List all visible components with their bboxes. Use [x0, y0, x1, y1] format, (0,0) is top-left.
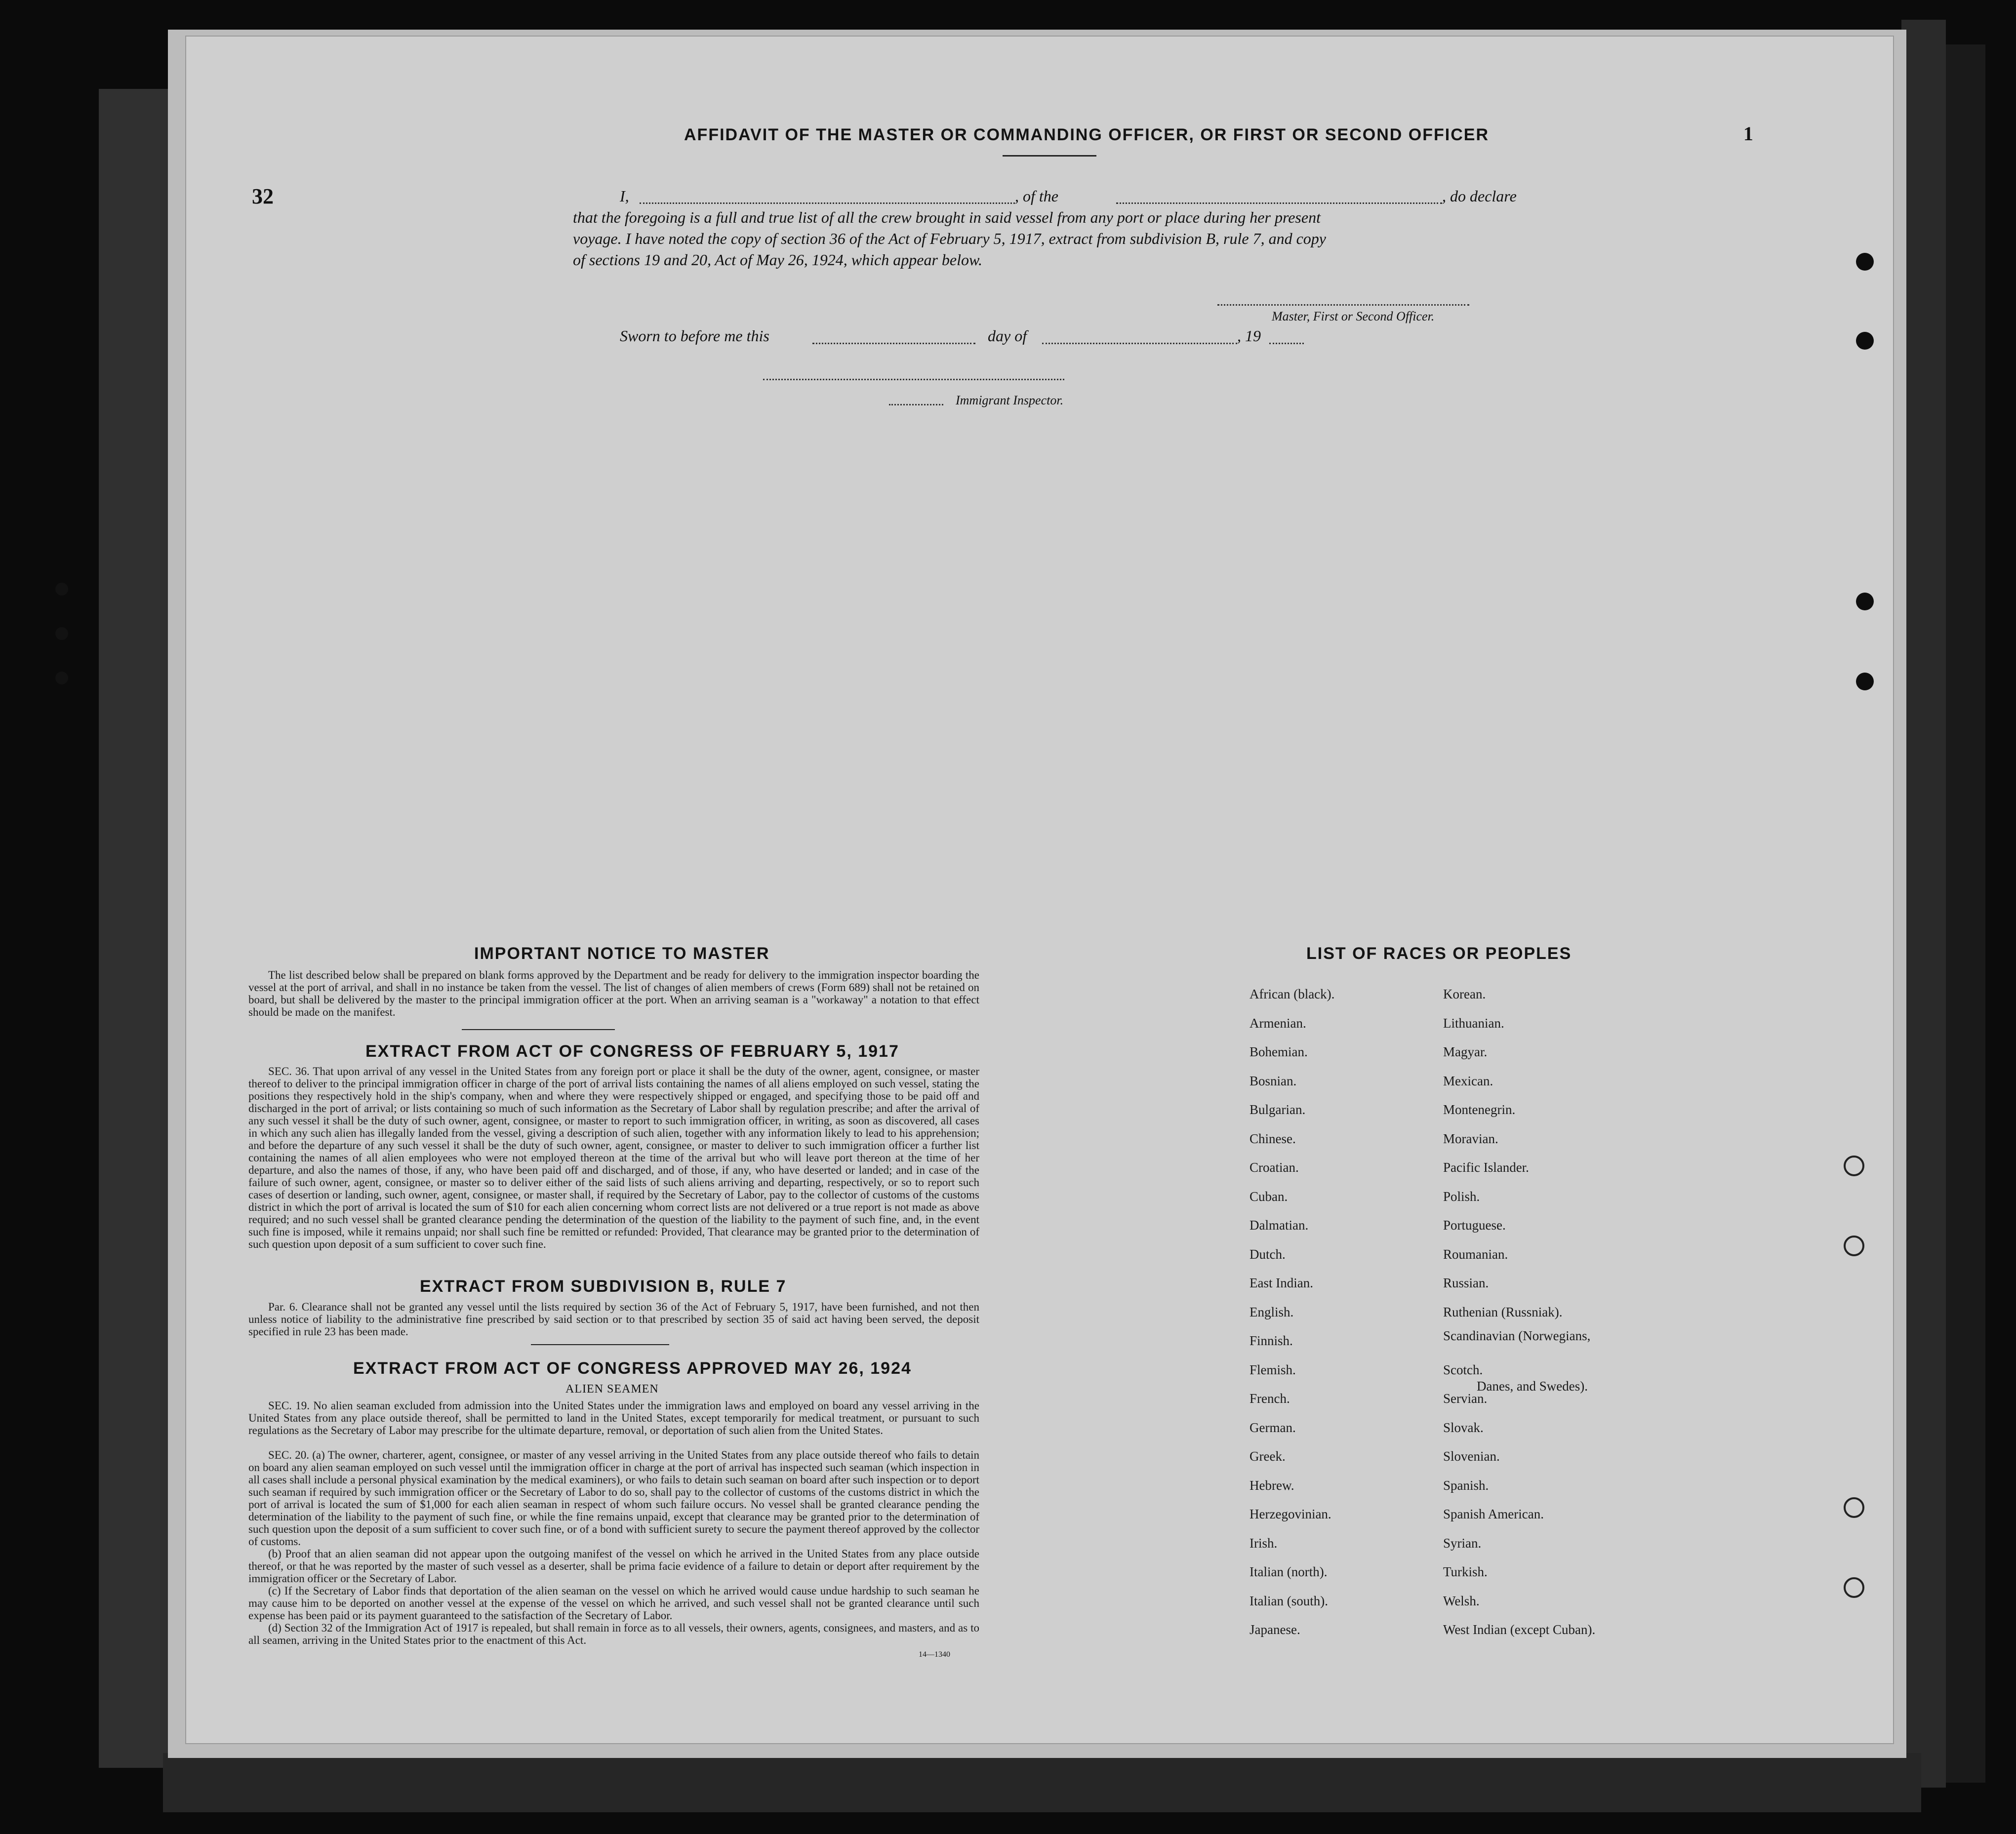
race-item-continued: Danes, and Swedes). — [1477, 1379, 1588, 1394]
race-item: Montenegrin. — [1443, 1102, 1516, 1117]
notice-title: IMPORTANT NOTICE TO MASTER — [474, 944, 770, 963]
sec-20b-body: (b) Proof that an alien seaman did not appear upon the outgoing manifest of the vessel on which he arrived in the United States from any place outside thereof, or that he was reported by the master of such vessel as a deserter, shall be prima facie evidence of a failure to detain or deport after requirement by the immigration officer or the Secretary of Labor. — [248, 1548, 979, 1585]
reinforced-hole-icon — [1844, 1577, 1864, 1598]
race-item: Flemish. — [1250, 1362, 1296, 1377]
master-signature-line — [1217, 304, 1469, 306]
sworn-month-line — [1042, 343, 1237, 344]
reinforced-hole-icon — [1844, 1497, 1864, 1518]
race-item: Pacific Islander. — [1443, 1160, 1529, 1175]
race-item: Armenian. — [1250, 1015, 1306, 1031]
race-item: Spanish. — [1443, 1477, 1489, 1493]
race-item: Polish. — [1443, 1189, 1480, 1204]
race-item: Dalmatian. — [1250, 1218, 1309, 1233]
extract-1917-title: EXTRACT FROM ACT OF CONGRESS OF FEBRUARY 5, 1917 — [365, 1042, 899, 1061]
races-column-1 — [1250, 980, 1334, 1644]
punch-hole-icon — [1856, 332, 1874, 350]
year-blank-line — [1269, 343, 1304, 344]
form-number: 14—1340 — [919, 1650, 950, 1659]
race-item: Scandinavian (Norwegians, — [1443, 1328, 1591, 1343]
reinforced-hole-icon — [1844, 1236, 1864, 1256]
race-item: Russian. — [1443, 1276, 1489, 1290]
sec-20a-body: SEC. 20. (a) The owner, charterer, agent, consignee, or master of any vessel arriving in the United States from any place outside thereof who fails to detain on board any alien seaman employed on such vessel until the immigration officer in charge at the port of arrival has inspected such seaman (which inspection in all cases shall include a personal physical examination by the medical examiners), or who fails to detain such seaman on board after such inspection or to deport such seaman if required by such immigration officer or the Secretary of Labor to do so, shall pay to the collector of customs of the customs district in which the port of arrival is located the sum of $1,000 for each alien seaman in respect of whom such failure occurs. No vessel shall be granted clearance pending the determination of the liability to the payment of such fine, or while the fine remains unpaid, except that clearance may be granted prior to the determination of such question upon the deposit of a sum sufficient to cover such fine, or of a bond with sufficient surety to secure the payment thereof approved by the collector of customs. — [248, 1449, 979, 1548]
race-item: Syrian. — [1443, 1535, 1482, 1551]
extract-rule7-body: Par. 6. Clearance shall not be granted any vessel until the lists required by section 36 of the Act of February 5, 1917, have been furnished, and not then unless notice of liability to the administrative fine prescribed by said section or to that prescribed by section 35 of said act having been served, the deposit specified in rule 23 has been made. — [248, 1301, 979, 1338]
sworn-text: Sworn to before me this — [620, 327, 769, 345]
race-item: Irish. — [1250, 1535, 1278, 1551]
race-item: Slovak. — [1443, 1420, 1484, 1435]
race-item: Cuban. — [1250, 1189, 1288, 1204]
sworn-day-line — [812, 343, 975, 344]
affidavit-of-the: , of the — [1015, 187, 1058, 205]
alien-seamen-subtitle: ALIEN SEAMEN — [565, 1383, 659, 1395]
binder-edge-far-right — [1946, 44, 1985, 1783]
race-item: Roumanian. — [1443, 1246, 1508, 1262]
page-number: 1 — [1743, 122, 1753, 145]
punch-hole-icon — [1856, 253, 1874, 271]
race-item: Moravian. — [1443, 1131, 1498, 1146]
race-item: West Indian (except Cuban). — [1443, 1622, 1596, 1637]
extract-1924-title: EXTRACT FROM ACT OF CONGRESS APPROVED MAY 26, 1924 — [353, 1359, 912, 1378]
binder-hole-icon — [55, 583, 68, 596]
punch-hole-icon — [1856, 593, 1874, 610]
race-item: African (black). — [1250, 987, 1335, 1001]
day-of-text: day of — [988, 327, 1027, 345]
rule7-divider — [531, 1344, 669, 1345]
race-item: Ruthenian (Russniak). — [1443, 1304, 1563, 1319]
affidavit-line-4: of sections 19 and 20, Act of May 26, 1924, which appear below. — [573, 251, 982, 269]
notice-divider — [462, 1029, 615, 1030]
vessel-blank-line — [1116, 202, 1442, 204]
race-item: English. — [1250, 1304, 1294, 1319]
race-item: Greek. — [1250, 1449, 1286, 1464]
binder-edge-bottom — [163, 1753, 1921, 1812]
races-title: LIST OF RACES OR PEOPLES — [1306, 944, 1572, 963]
sec-20d-body: (d) Section 32 of the Immigration Act of 1917 is repealed, but shall remain in force as to all vessels, their owners, agents, consignees, and masters, and as to all seamen, arriving in the United States prior to the enactment of this Act. — [248, 1622, 979, 1646]
race-item: Italian (north). — [1250, 1564, 1328, 1579]
race-item: Finnish. — [1250, 1333, 1293, 1348]
race-item: Mexican. — [1443, 1073, 1493, 1088]
year-prefix: , 19 — [1237, 327, 1261, 345]
margin-number: 32 — [252, 184, 274, 208]
race-item: Chinese. — [1250, 1131, 1296, 1146]
name-blank-line — [640, 202, 1015, 204]
race-item: Dutch. — [1250, 1246, 1286, 1262]
race-item: Scotch. — [1443, 1362, 1483, 1377]
races-column-2 — [1443, 980, 1595, 1644]
inspector-short-line — [889, 404, 943, 405]
race-item: Servian. — [1443, 1391, 1488, 1406]
affidavit-declare: , do declare — [1442, 187, 1517, 205]
race-item: Croatian. — [1250, 1160, 1299, 1175]
affidavit-line-3: voyage. I have noted the copy of section 36 of the Act of February 5, 1917, extract from subdivision B, rule 7, and copy — [573, 230, 1326, 247]
title-underline — [1003, 155, 1096, 157]
race-item: Slovenian. — [1443, 1449, 1500, 1464]
race-item: Portuguese. — [1443, 1218, 1506, 1233]
race-item: Magyar. — [1443, 1044, 1488, 1059]
race-item: Korean. — [1443, 987, 1486, 1001]
document-page — [185, 36, 1894, 1744]
binder-edge-right — [1901, 20, 1946, 1788]
race-item: Italian (south). — [1250, 1593, 1328, 1608]
notice-body: The list described below shall be prepared on blank forms approved by the Department and be ready for delivery to the immigration inspector boarding the vessel at the port of arrival, and shall in no instance be taken from the vessel. The list of changes of alien members of crews (Form 689) shall not be retained on board, but shall be delivered by the master to the principal immigration officer at the port. When an arriving seaman is a "workaway" a notation to that effect should be made on the manifest. — [248, 969, 979, 1018]
extract-rule7-title: EXTRACT FROM SUBDIVISION B, RULE 7 — [420, 1277, 787, 1296]
affidavit-line-2: that the foregoing is a full and true list of all the crew brought in said vessel from any port or place during her present — [573, 208, 1321, 226]
reinforced-hole-icon — [1844, 1156, 1864, 1176]
race-item: Bulgarian. — [1250, 1102, 1306, 1117]
binder-hole-icon — [55, 627, 68, 640]
race-item: Lithuanian. — [1443, 1015, 1504, 1031]
race-item: Hebrew. — [1250, 1477, 1294, 1493]
sec-19-body: SEC. 19. No alien seaman excluded from admission into the United States under the immigration laws and employed on board any vessel arriving in the United States from any place outside thereof, shall be permitted to land in the United States, except temporarily for medical treatment, or pursuant to such regulations as the Secretary of Labor may prescribe for the ultimate departure, removal, or deportation of such alien from the United States. — [248, 1399, 979, 1436]
master-signature-label: Master, First or Second Officer. — [1272, 309, 1435, 323]
race-item: Herzegovinian. — [1250, 1507, 1331, 1521]
race-item: French. — [1250, 1391, 1290, 1406]
extract-1917-body: SEC. 36. That upon arrival of any vessel in the United States from any foreign port or place it shall be the duty of the owner, agent, consignee, or master thereof to deliver to the principal immigration officer in charge of the port of arrival lists containing the names of all aliens employed on such vessel, stating the positions they respectively hold in the ship's company, when and where they were respectively shipped or engaged, and specifying those to be paid off and discharged in the port of arrival; or lists containing so much of such information as the Secretary of Labor shall by regulation prescribe; and after the arrival of any such vessel it shall be the duty of such owner, agent, consignee, or master to report to such immigration officer, in writing, as soon as discovered, all cases in which any such alien has illegally landed from the vessel, giving a description of such alien, together with any information likely to lead to his apprehension; and before the departure of any such vessel it shall be the duty of such owner, agent, consignee, or master to deliver to such immigration officer a further list containing the names of all alien employees who were not employed thereon at the time of the arrival but who will leave port thereon at the time of her departure, and also the names of those, if any, who have been paid off and discharged, and of those, if any, who have deserted or landed; and in case of the failure of such owner, agent, consignee, or master so to deliver either of the said lists of such aliens arriving and departing, respectively, or so to report such cases of desertion or landing, such owner, agent, consignee, or master shall, if required by the Secretary of Labor, pay to the collector of customs of the customs district in which the port of arrival is located the sum of $10 for each alien concerning whom correct lists are not delivered or a true report is not made as above required; and no such vessel shall be granted clearance pending the determination of the question of the liability to the payment of such fine, and, in the event such fine is imposed, while it remains unpaid; nor shall such fine be remitted or refunded: Provided, That clearance may be granted prior to the determination of such question upon deposit of a sum sufficient to cover such fine. — [248, 1065, 979, 1250]
affidavit-title: AFFIDAVIT OF THE MASTER OR COMMANDING OFFICER, OR FIRST OR SECOND OFFICER — [684, 125, 1489, 144]
race-item: Bohemian. — [1250, 1044, 1308, 1059]
punch-hole-icon — [1856, 673, 1874, 690]
race-item: Turkish. — [1443, 1564, 1488, 1579]
affidavit-i: I, — [620, 187, 629, 205]
race-item: Japanese. — [1250, 1622, 1300, 1637]
inspector-label: Immigrant Inspector. — [956, 393, 1064, 407]
race-item: Welsh. — [1443, 1593, 1480, 1608]
race-item: German. — [1250, 1420, 1296, 1435]
race-item: Bosnian. — [1250, 1073, 1297, 1088]
sec-20c-body: (c) If the Secretary of Labor finds that deportation of the alien seaman on the vessel on which he arrived would cause undue hardship to such seaman he may cause him to be deported on another vessel at the expense of the vessel on which he arrived, and such vessel shall not be granted clearance until such expense has been paid or its payment guaranteed to the satisfaction of the Secretary of Labor. — [248, 1585, 979, 1622]
inspector-signature-line — [763, 379, 1064, 380]
race-item: East Indian. — [1250, 1276, 1313, 1290]
race-item: Spanish American. — [1443, 1507, 1544, 1521]
binder-hole-icon — [55, 672, 68, 684]
